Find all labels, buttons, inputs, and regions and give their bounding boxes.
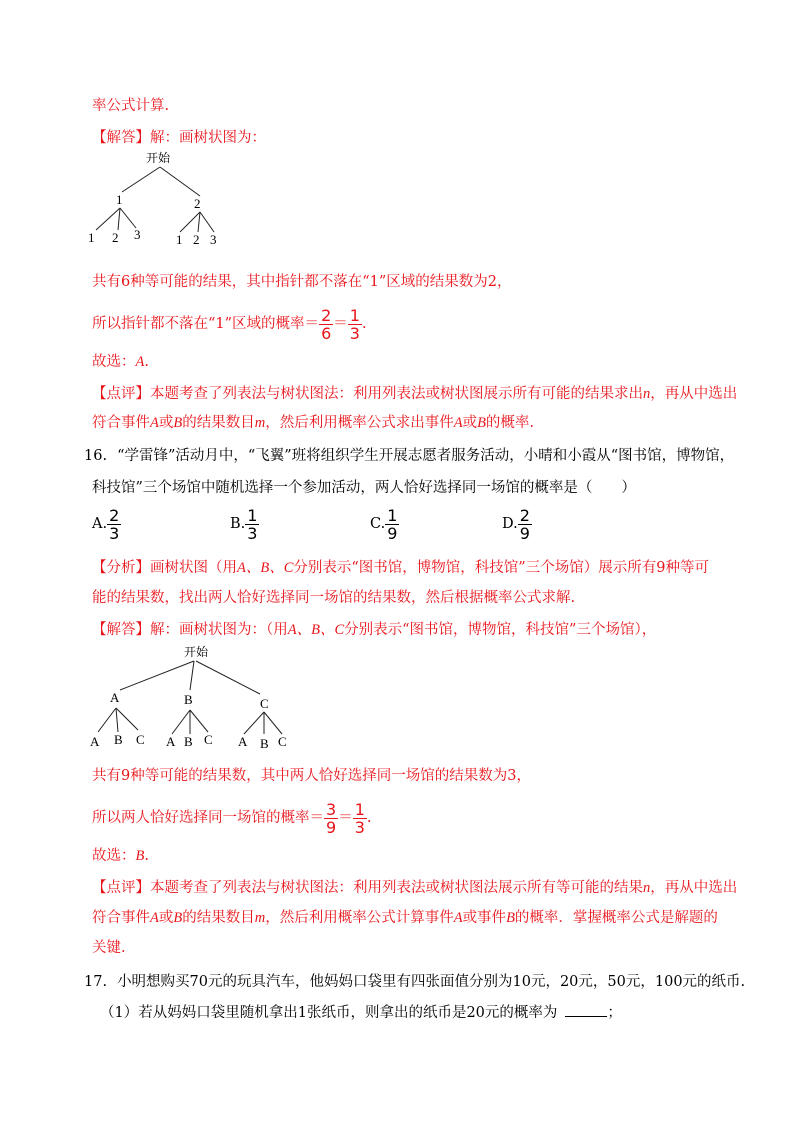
comment-text: 或 [158, 415, 174, 431]
tree-node: 1 [116, 192, 123, 207]
answer-text: 解：画树状图为： [150, 130, 266, 146]
comment-line-1b [92, 413, 534, 433]
analysis-text: 种等可 [665, 560, 709, 576]
fraction [353, 801, 367, 836]
numerator: 1 [354, 799, 365, 819]
tree-leaf: 1 [176, 232, 183, 247]
fraction [107, 507, 121, 542]
choice-value: A [135, 354, 145, 370]
period: . [144, 354, 149, 370]
question-17-stem [84, 972, 745, 992]
variables: A、B、C [287, 622, 345, 638]
tree-leaf: C [204, 732, 213, 747]
question-number: 17. [84, 974, 108, 990]
denominator: 6 [321, 323, 332, 343]
question-text: “学雷锋”活动月中，“飞翼”班将组织学生开展志愿者服务活动，小晴和小霞从“图书馆，博物馆， [117, 448, 735, 464]
analysis-label: 【分析】 [92, 560, 150, 576]
variable-b: B [506, 910, 515, 926]
previous-line-end: 率公式计算. [92, 98, 170, 114]
tree-node: B [184, 692, 193, 707]
equals-sign: ＝ [333, 316, 348, 332]
tree-leaf: A [238, 734, 248, 749]
tree-leaf: 3 [134, 227, 141, 242]
denominator: 3 [349, 323, 360, 343]
tree-leaf: C [278, 734, 287, 749]
tree-node: A [110, 690, 120, 705]
tree-diagram-2 [84, 640, 304, 755]
comment-text: 本题考查了列表法与树状图法：利用列表法或树状图法展示所有等可能的结果 [150, 880, 643, 896]
comment-line-2b [92, 908, 718, 928]
question-number: 16. [84, 448, 108, 464]
comment-label: 【点评】 [92, 386, 150, 402]
semicolon: ； [607, 1005, 622, 1021]
tree-leaf: C [136, 732, 145, 747]
comment-line-2a [92, 878, 737, 898]
period: . [366, 810, 372, 826]
variable-m: m [254, 415, 266, 431]
comment-text: 或 [158, 910, 174, 926]
fraction [319, 307, 333, 342]
probability-text: 所以两人恰好选择同一场馆的概率＝ [92, 810, 324, 826]
numerator: 3 [326, 799, 337, 819]
equals-sign: ＝ [338, 810, 353, 826]
denominator: 3 [354, 817, 365, 837]
tree-leaf: 2 [112, 230, 119, 245]
tree-diagram-1 [80, 148, 240, 248]
option-a [92, 506, 121, 542]
comment-text: 的结果数目 [182, 415, 255, 431]
numerator: 2 [321, 305, 332, 325]
tree-leaf: A [166, 734, 176, 749]
variables: A、B、C [237, 560, 294, 576]
option-label: B. [230, 516, 246, 532]
variable-m: m [254, 910, 266, 926]
tree-leaf: 3 [210, 232, 217, 247]
tree-node: C [260, 696, 269, 711]
probability-line-1 [92, 306, 367, 342]
comment-text: ，然后利用概率公式计算事件 [265, 910, 454, 926]
variable-b: B [173, 415, 183, 431]
denominator: 9 [387, 523, 398, 543]
choice-line-1 [92, 352, 149, 372]
numerator: 2 [519, 505, 530, 525]
question-16-stem-2: 科技馆”三个场馆中随机选择一个参加活动，两人恰好选择同一场馆的概率是（ ） [92, 480, 636, 496]
numerator: 2 [109, 505, 120, 525]
comment-text: 的概率. [485, 415, 535, 431]
comment-text: 符合事件 [92, 910, 150, 926]
answer-text: 解：画树状图为：（用 [150, 622, 288, 638]
analysis-text: 画树状图（用 [150, 560, 237, 576]
answer-heading-2 [92, 620, 656, 640]
result-line-2: 共有9种等可能的结果数，其中两人恰好选择同一场馆的结果数为3， [92, 768, 531, 784]
comment-label: 【点评】 [92, 880, 150, 896]
comment-text: 符合事件 [92, 415, 150, 431]
probability-line-2 [92, 800, 371, 836]
comment-text: ，再从中选出 [650, 880, 738, 896]
option-b [230, 506, 259, 542]
answer-label: 【解答】 [92, 622, 150, 638]
question-text: 小明想购买70元的玩具汽车，他妈妈口袋里有四张面值分别为10元，20元，50元，100元的纸币. [117, 974, 746, 990]
variable-n: n [643, 386, 651, 402]
answer-text: 分别表示“图书馆，博物馆，科技馆”三个场馆）， [344, 622, 657, 638]
answer-heading-1 [92, 128, 266, 148]
option-label: A. [92, 516, 108, 532]
denominator: 3 [247, 523, 258, 543]
denominator: 9 [519, 523, 530, 543]
variable-a: A [453, 910, 463, 926]
fraction [385, 507, 399, 542]
period: . [361, 316, 367, 332]
option-c [370, 506, 399, 542]
fraction [348, 307, 362, 342]
period: . [144, 848, 149, 864]
question-16-stem-1 [84, 446, 734, 466]
fraction [324, 801, 338, 836]
fraction [245, 507, 259, 542]
option-d [502, 506, 532, 542]
answer-label: 【解答】 [92, 130, 150, 146]
answer-blank[interactable] [565, 1002, 607, 1017]
option-label: C. [370, 516, 386, 532]
numerator: 1 [247, 505, 258, 525]
variable-n: n [643, 880, 651, 896]
comment-text: 或事件 [462, 910, 507, 926]
comment-text: 的结果数目 [182, 910, 255, 926]
comment-text: 或 [462, 415, 478, 431]
number: 9 [656, 560, 666, 576]
tree-leaf: B [114, 732, 123, 747]
tree-node: 2 [194, 196, 201, 211]
choice-prefix: 故选： [92, 848, 136, 864]
tree-leaf: B [184, 734, 193, 749]
analysis-line-1 [92, 558, 709, 578]
comment-text: ，再从中选出 [650, 386, 738, 402]
choice-prefix: 故选： [92, 354, 136, 370]
result-line-1: 共有6种等可能的结果，其中指针都不落在“1”区域的结果数为2， [92, 274, 512, 290]
numerator: 1 [349, 305, 360, 325]
question-17-sub-1 [100, 1002, 622, 1023]
tree-leaf: 2 [193, 232, 200, 247]
fraction [518, 507, 532, 542]
variable-b: B [477, 415, 486, 431]
tree-root: 开始 [146, 151, 171, 165]
variable-b: B [173, 910, 183, 926]
choice-value: B [135, 848, 145, 864]
probability-text: 所以指针都不落在“1”区域的概率＝ [92, 316, 320, 332]
comment-line-1a [92, 384, 737, 404]
comment-text: ，然后利用概率公式求出事件 [265, 415, 454, 431]
option-label: D. [502, 516, 518, 532]
tree-leaf: A [90, 734, 100, 749]
sub-question-text: （1）若从妈妈口袋里随机拿出1张纸币，则拿出的纸币是20元的概率为 [100, 1005, 558, 1021]
choice-line-2 [92, 846, 149, 866]
variable-a: A [150, 415, 159, 431]
comment-text: 的概率．掌握概率公式是解题的 [514, 910, 718, 926]
denominator: 3 [109, 523, 120, 543]
tree-root: 开始 [184, 645, 209, 659]
analysis-line-2: 能的结果数，找出两人恰好选择同一场馆的结果数，然后根据概率公式求解. [92, 590, 576, 606]
analysis-text: 分别表示“图书馆，博物馆，科技馆”三个场馆）展示所有 [293, 560, 657, 576]
numerator: 1 [387, 505, 398, 525]
variable-a: A [150, 910, 159, 926]
tree-leaf: 1 [88, 230, 95, 245]
denominator: 9 [326, 817, 337, 837]
comment-text: 本题考查了列表法与树状图法：利用列表法或树状图展示所有可能的结果求出 [150, 386, 643, 402]
variable-a: A [453, 415, 463, 431]
comment-line-2c: 关键. [92, 940, 126, 956]
tree-leaf: B [260, 736, 269, 751]
